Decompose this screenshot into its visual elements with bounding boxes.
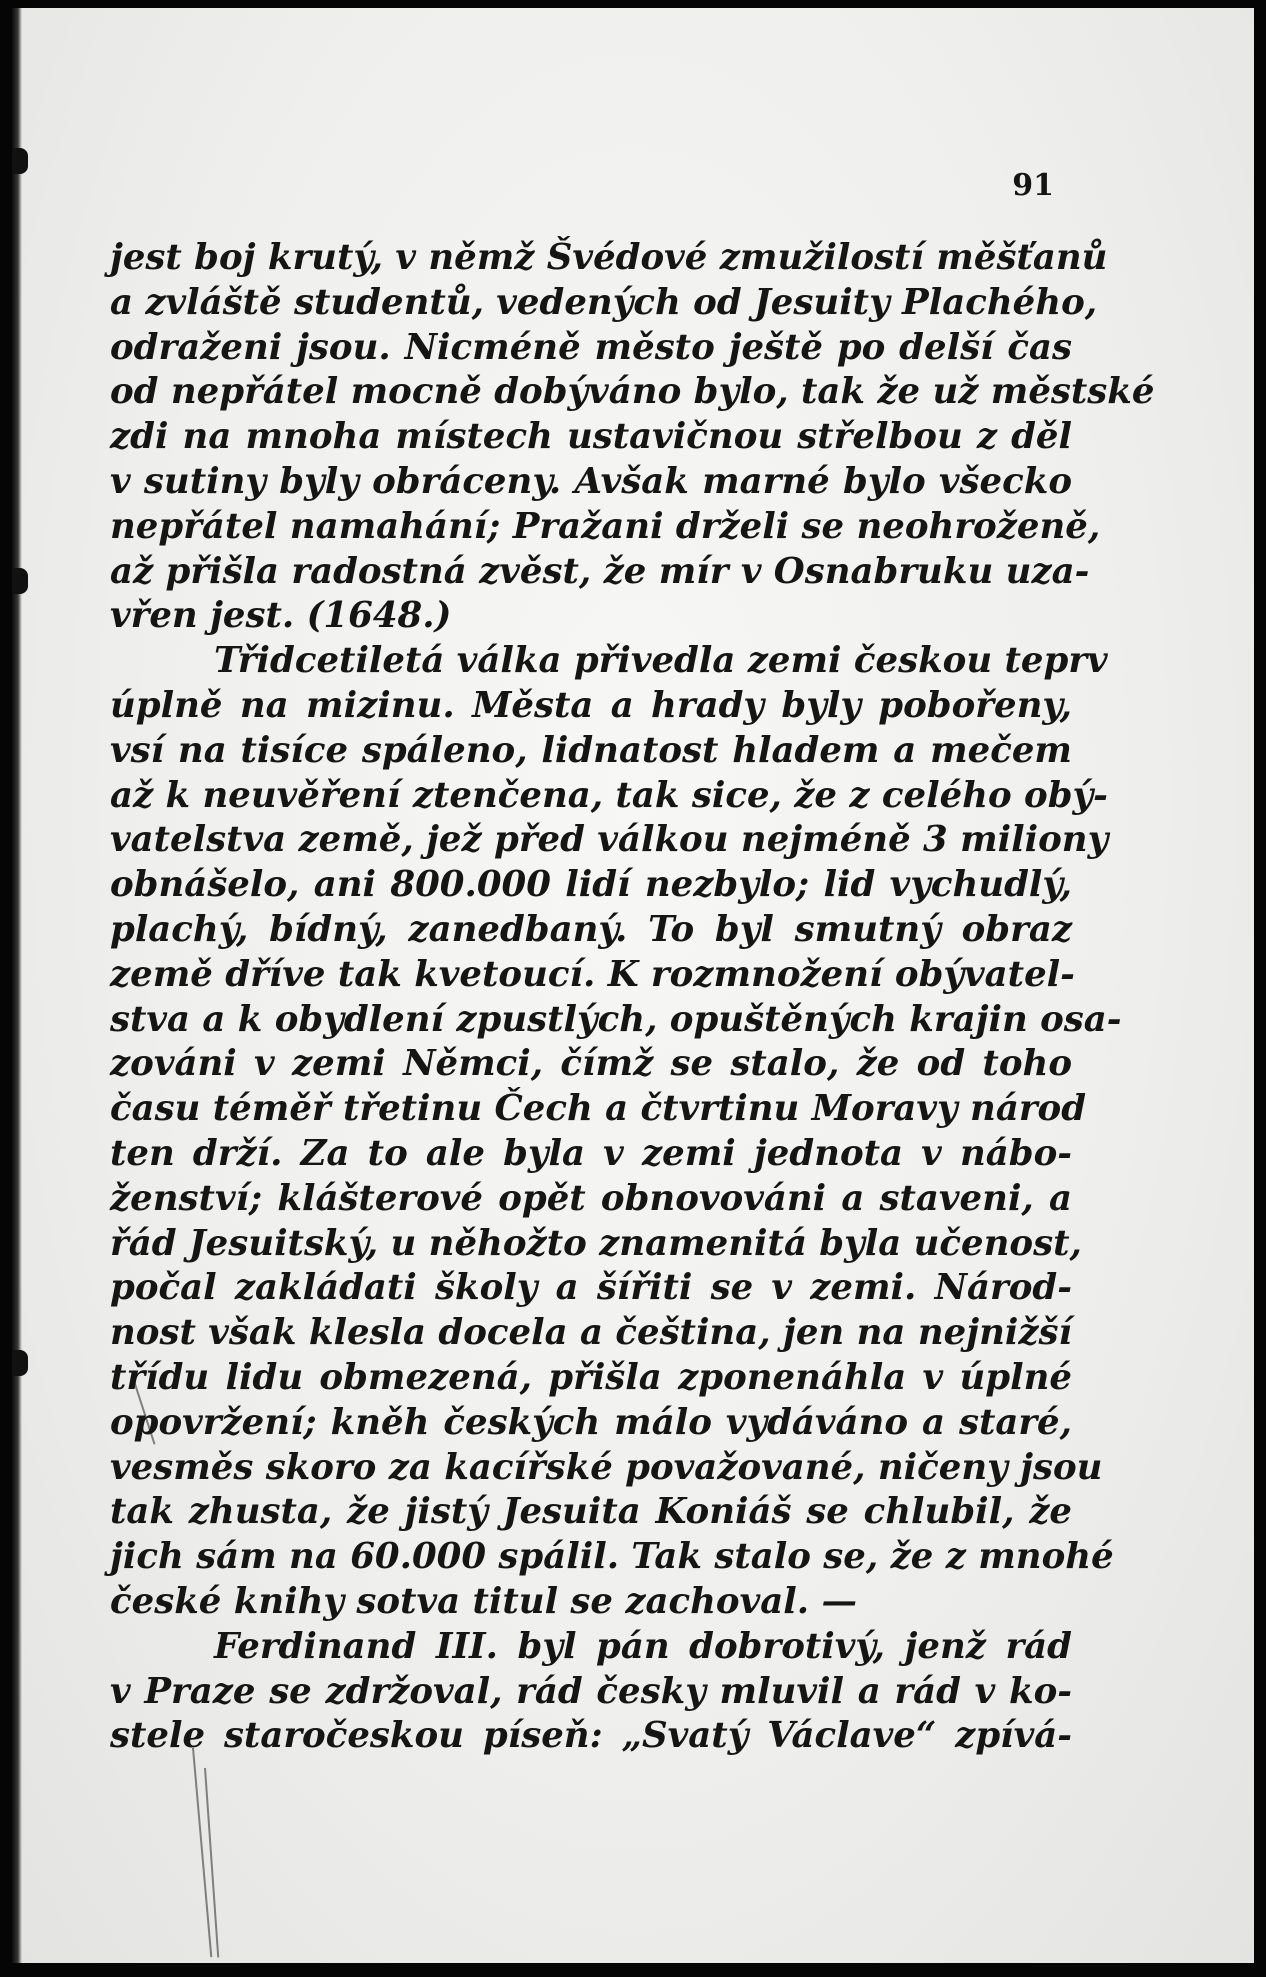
text-line: české knihy sotva titul se zachoval. — [110,1580,857,1622]
edge-notch [12,1350,28,1376]
body-text [110,236,1155,1759]
text-line: vřen jest. (1648.) [110,595,452,637]
text-line: v Praze se zdržoval, rád česky mluvil a rád v ko- [110,1670,1072,1712]
text-line: v sutiny byly obráceny. Avšak marné bylo všecko [110,460,1072,502]
text-line: času téměř třetinu Čech a čtvrtinu Moravy národ [110,1088,1087,1130]
text-line: plachý, bídný, zanedbaný. To byl smutný obraz [110,908,1072,950]
text-line: tak zhusta, že jistý Jesuita Koniáš se chlubil, že [110,1491,1072,1533]
text-line: vesměs skoro za kacířské považované, ničeny jsou [110,1446,1103,1488]
text-line: vsí na tisíce spáleno, lidnatost hladem a mečem [110,729,1072,771]
text-line: stva a k obydlení zpustlých, opuštěných krajin osa- [110,998,1122,1040]
text-line: od nepřátel mocně dobýváno bylo, tak že už městské [110,371,1155,413]
text-line: nost však klesla docela a čeština, jen na nejnižší [110,1312,1072,1354]
book-page [12,8,1254,1963]
text-line: až k neuvěření ztenčena, tak sice, že z celého obý- [110,774,1108,816]
text-line: Ferdinand III. byl pán dobrotivý, jenž rád [214,1625,1072,1667]
text-line: zováni v zemi Němci, čímž se stalo, že od toho [110,1043,1072,1085]
text-line: třídu lidu obmezená, přišla zponenáhla v úplné [110,1356,1072,1398]
edge-notch [12,568,28,594]
scratch-mark [204,1768,219,1958]
edge-notch [12,148,28,174]
text-line: jich sám na 60.000 spálil. Tak stalo se, že z mnohé [110,1536,1114,1578]
text-line: země dříve tak kvetoucí. K rozmnožení obývatel- [110,953,1075,995]
binding-edge [12,8,22,1963]
page-number: 91 [1012,168,1054,203]
text-line: řád Jesuitský, u něhožto znamenitá byla učenost, [110,1222,1082,1264]
text-line: vatelstva země, jež před válkou nejméně 3 miliony [110,819,1109,861]
text-line: ženství; klášterové opět obnovováni a staveni, a [110,1177,1072,1219]
text-line: ten drží. Za to ale byla v zemi jednota v nábo- [110,1132,1072,1174]
text-line: a zvláště studentů, vedených od Jesuity Plachého, [110,281,1098,323]
text-line: odraženi jsou. Nicméně město ještě po delší čas [110,326,1072,368]
text-line: nepřátel namahání; Pražani drželi se neohroženě, [110,505,1101,547]
text-line: stele staročeskou píseň: „Svatý Václave“ zpívá- [110,1715,1072,1757]
text-line: Třidcetiletá válka přivedla zemi českou teprv [214,640,1108,682]
text-line: až přišla radostná zvěst, že mír v Osnabruku uza- [110,550,1090,592]
text-line: úplně na mizinu. Města a hrady byly pobořeny, [110,684,1072,726]
text-line: obnášelo, ani 800.000 lidí nezbylo; lid vychudlý, [110,864,1072,906]
text-line: počal zakládati školy a šířiti se v zemi. Národ- [110,1267,1072,1309]
text-line: opovržení; kněh českých málo vydáváno a staré, [110,1401,1072,1443]
text-line: zdi na mnoha místech ustavičnou střelbou z děl [110,416,1072,458]
text-line: jest boj krutý, v němž Švédové zmužilostí měšťanů [110,237,1108,278]
